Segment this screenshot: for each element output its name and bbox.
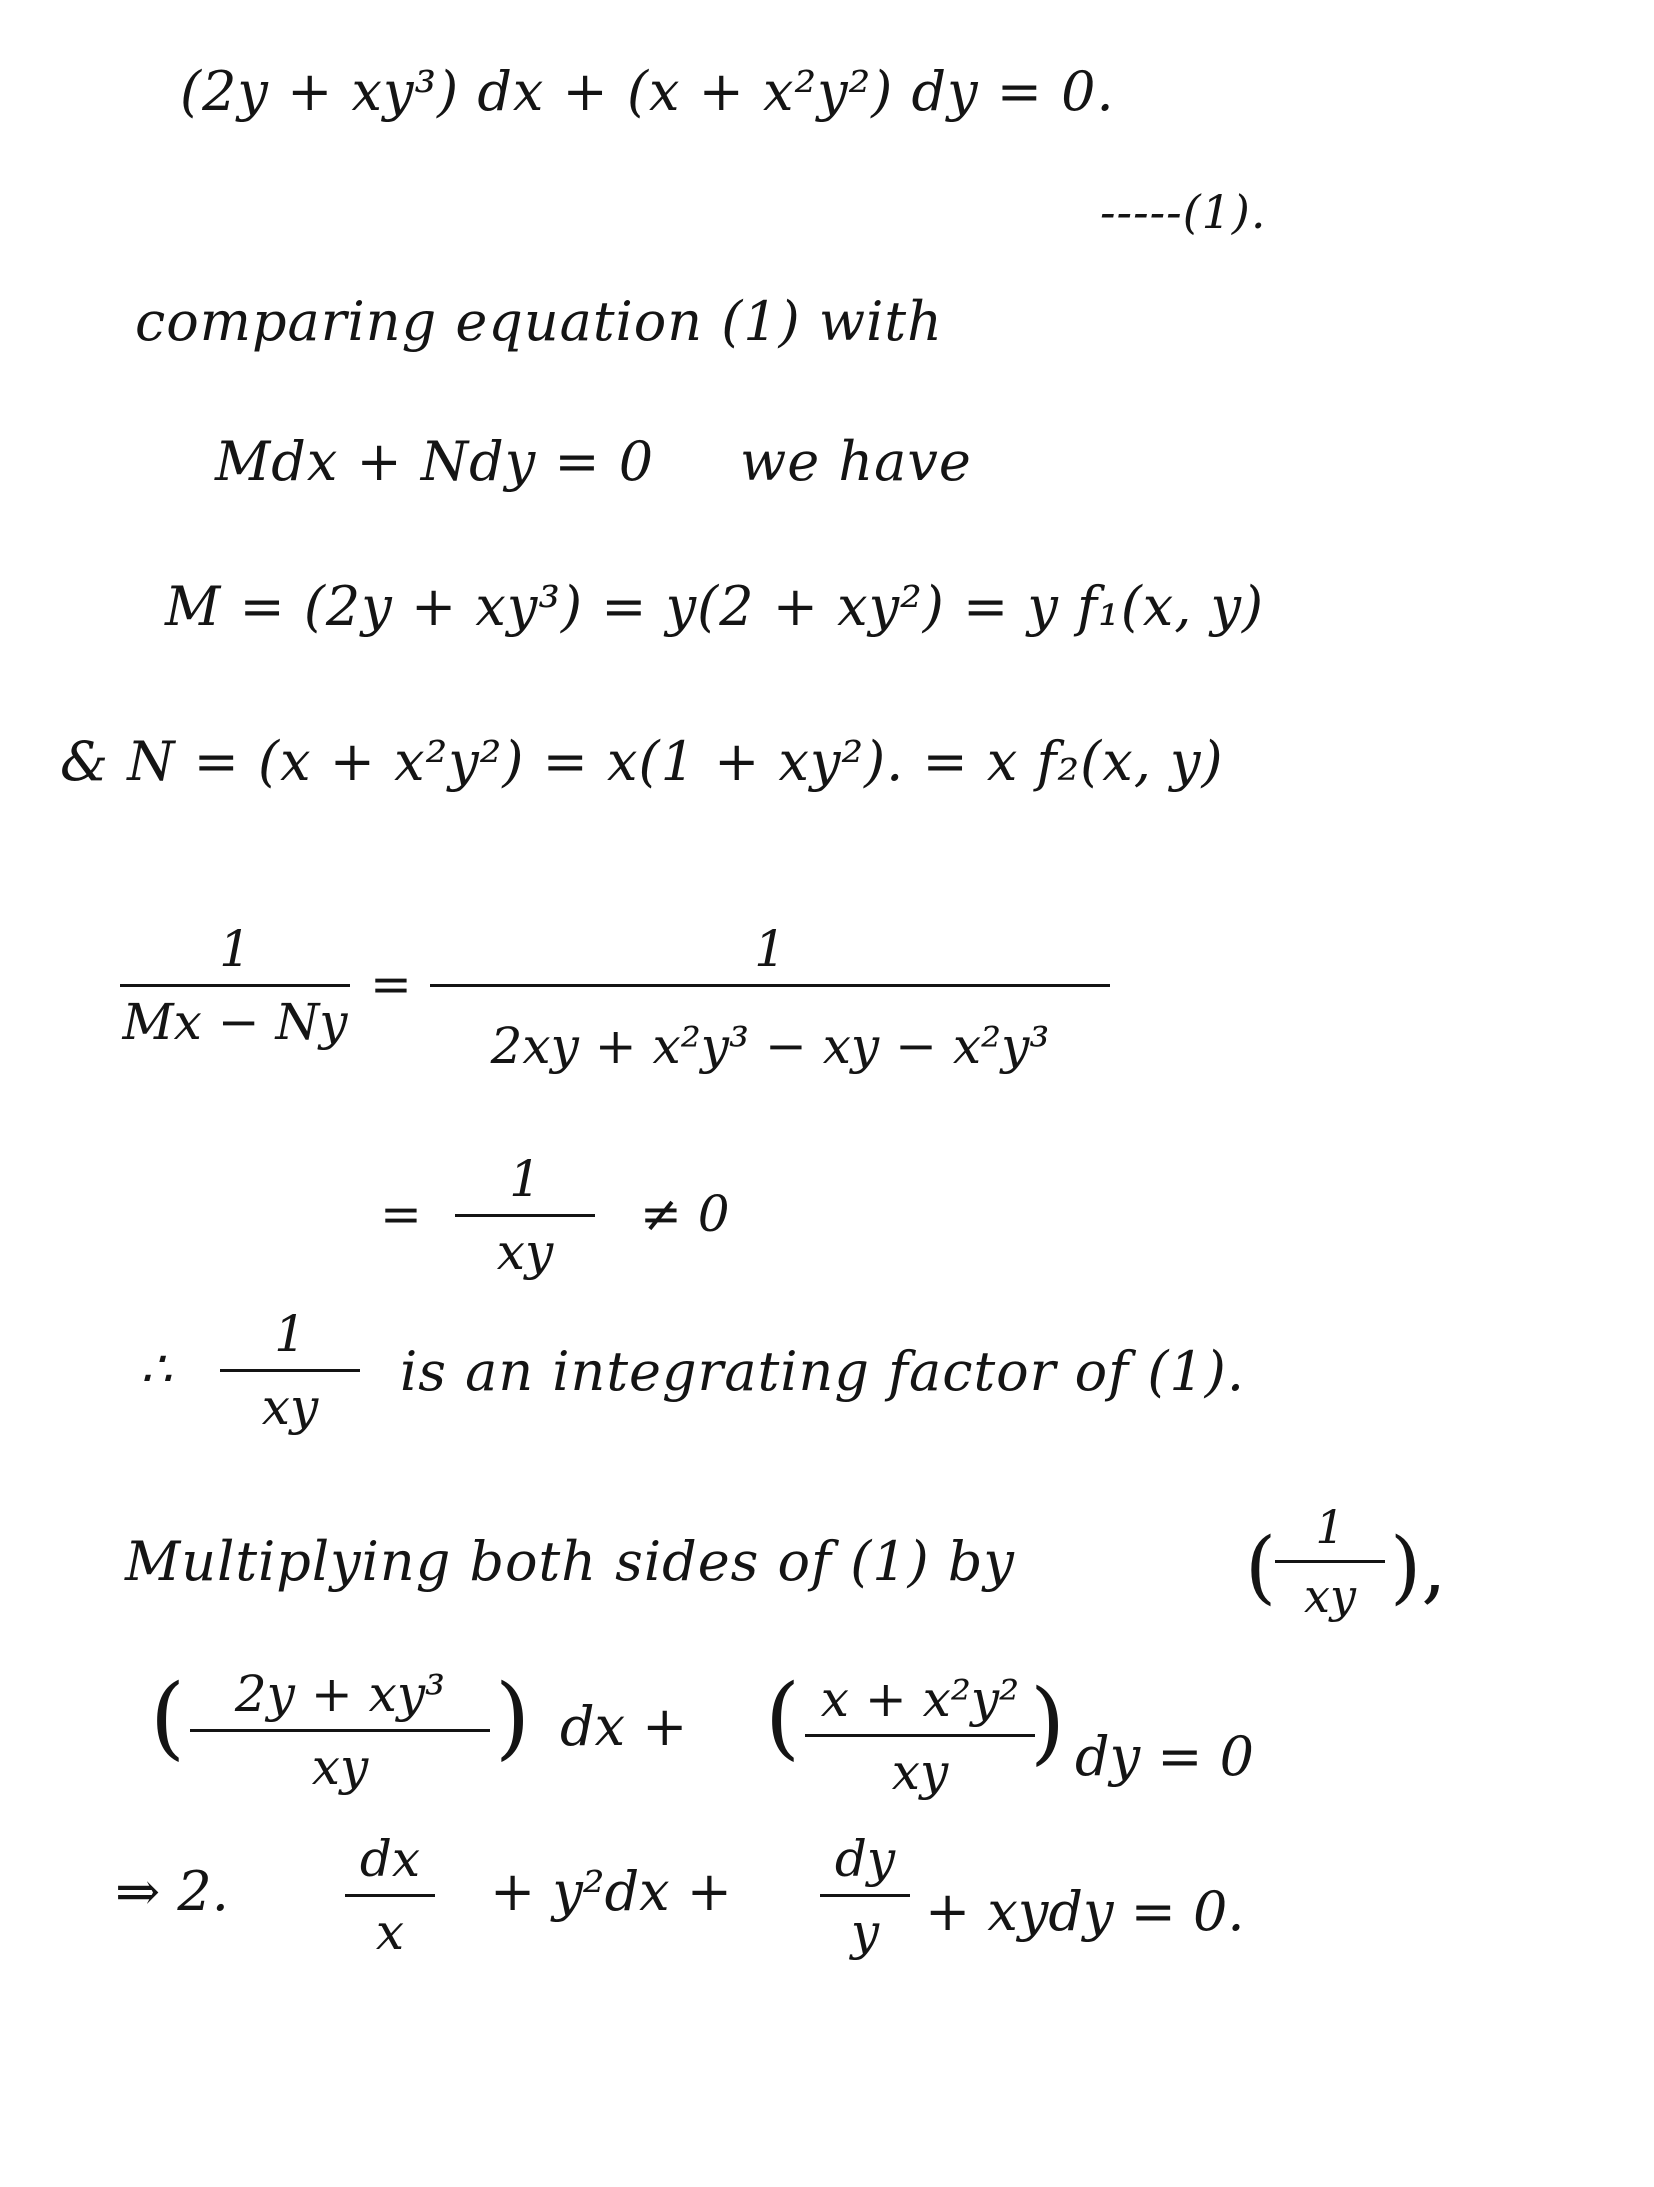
fraction-bar xyxy=(455,1214,595,1217)
right-paren: ) xyxy=(495,1665,531,1770)
multiplied-term1-denominator: xy xyxy=(311,1738,369,1796)
if-equals-sign: = xyxy=(370,955,412,1013)
multiplied-end: dy = 0 xyxy=(1075,1725,1255,1788)
if-lhs-denominator: Mx − Ny xyxy=(122,993,348,1051)
multiplied-middle: dx + xyxy=(560,1695,688,1758)
fraction-bar xyxy=(1275,1560,1385,1563)
comparing-text: comparing equation (1) with xyxy=(135,290,943,353)
final-fraction-1 xyxy=(345,1830,435,1961)
final-fraction-2-denominator: y xyxy=(850,1903,880,1961)
multiplied-term2-denominator: xy xyxy=(891,1743,949,1801)
result-denominator: xy xyxy=(496,1223,554,1281)
result-equals-sign: = xyxy=(380,1185,422,1243)
multiplied-term1-fraction xyxy=(190,1665,490,1796)
m-definition: M = (2y + xy³) = y(2 + xy²) = y f₁(x, y) xyxy=(165,575,1265,638)
final-fraction-1-numerator: dx xyxy=(359,1830,421,1888)
if-lhs-numerator: 1 xyxy=(219,920,251,978)
result-nonzero: ≠ 0 xyxy=(640,1185,730,1243)
left-paren: ( xyxy=(1245,1520,1277,1613)
therefore-text: is an integrating factor of (1). xyxy=(400,1340,1245,1403)
final-middle: + y²dx + xyxy=(490,1860,732,1923)
if-rhs-fraction xyxy=(430,920,1110,1075)
equation-1-tag: -----(1). xyxy=(1100,185,1267,239)
multiplied-term2-numerator: x + x²y² xyxy=(820,1670,1020,1728)
fraction-bar xyxy=(190,1729,490,1732)
right-paren: ) xyxy=(1030,1670,1066,1775)
therefore-symbol: ∴ xyxy=(140,1340,172,1398)
left-paren: ( xyxy=(150,1665,186,1770)
fraction-bar xyxy=(820,1894,910,1897)
multiplying-factor xyxy=(1275,1500,1385,1623)
fraction-bar xyxy=(220,1369,360,1372)
result-numerator: 1 xyxy=(509,1150,541,1208)
multiplying-text: Multiplying both sides of (1) by xyxy=(125,1530,1015,1593)
fraction-bar xyxy=(345,1894,435,1897)
final-fraction-2-numerator: dy xyxy=(834,1830,896,1888)
result-fraction xyxy=(455,1150,595,1281)
equation-1: (2y + xy³) dx + (x + x²y²) dy = 0. xyxy=(180,60,1115,123)
final-fraction-1-denominator: x xyxy=(375,1903,405,1961)
final-implies: ⇒ 2. xyxy=(115,1860,229,1923)
therefore-denominator: xy xyxy=(261,1378,319,1436)
therefore-fraction xyxy=(220,1305,360,1436)
if-rhs-denominator: 2xy + x²y³ − xy − x²y³ xyxy=(490,1017,1050,1075)
standard-form: Mdx + Ndy = 0 xyxy=(215,430,655,493)
left-paren: ( xyxy=(765,1665,801,1770)
therefore-numerator: 1 xyxy=(274,1305,306,1363)
multiplying-factor-numerator: 1 xyxy=(1315,1500,1345,1554)
we-have-text: we have xyxy=(740,430,972,493)
fraction-bar xyxy=(430,984,1110,987)
multiplied-term1-numerator: 2y + xy³ xyxy=(234,1665,446,1723)
final-end: + xydy = 0. xyxy=(925,1880,1245,1943)
multiplied-term2-fraction xyxy=(805,1670,1035,1801)
fraction-bar xyxy=(805,1734,1035,1737)
if-lhs-fraction xyxy=(120,920,350,1051)
multiplying-factor-denominator: xy xyxy=(1304,1569,1356,1623)
if-rhs-numerator: 1 xyxy=(754,920,786,978)
fraction-bar xyxy=(120,984,350,987)
right-paren: ), xyxy=(1390,1520,1447,1613)
final-fraction-2 xyxy=(820,1830,910,1961)
n-definition: & N = (x + x²y²) = x(1 + xy²). = x f₂(x, y) xyxy=(60,730,1224,793)
